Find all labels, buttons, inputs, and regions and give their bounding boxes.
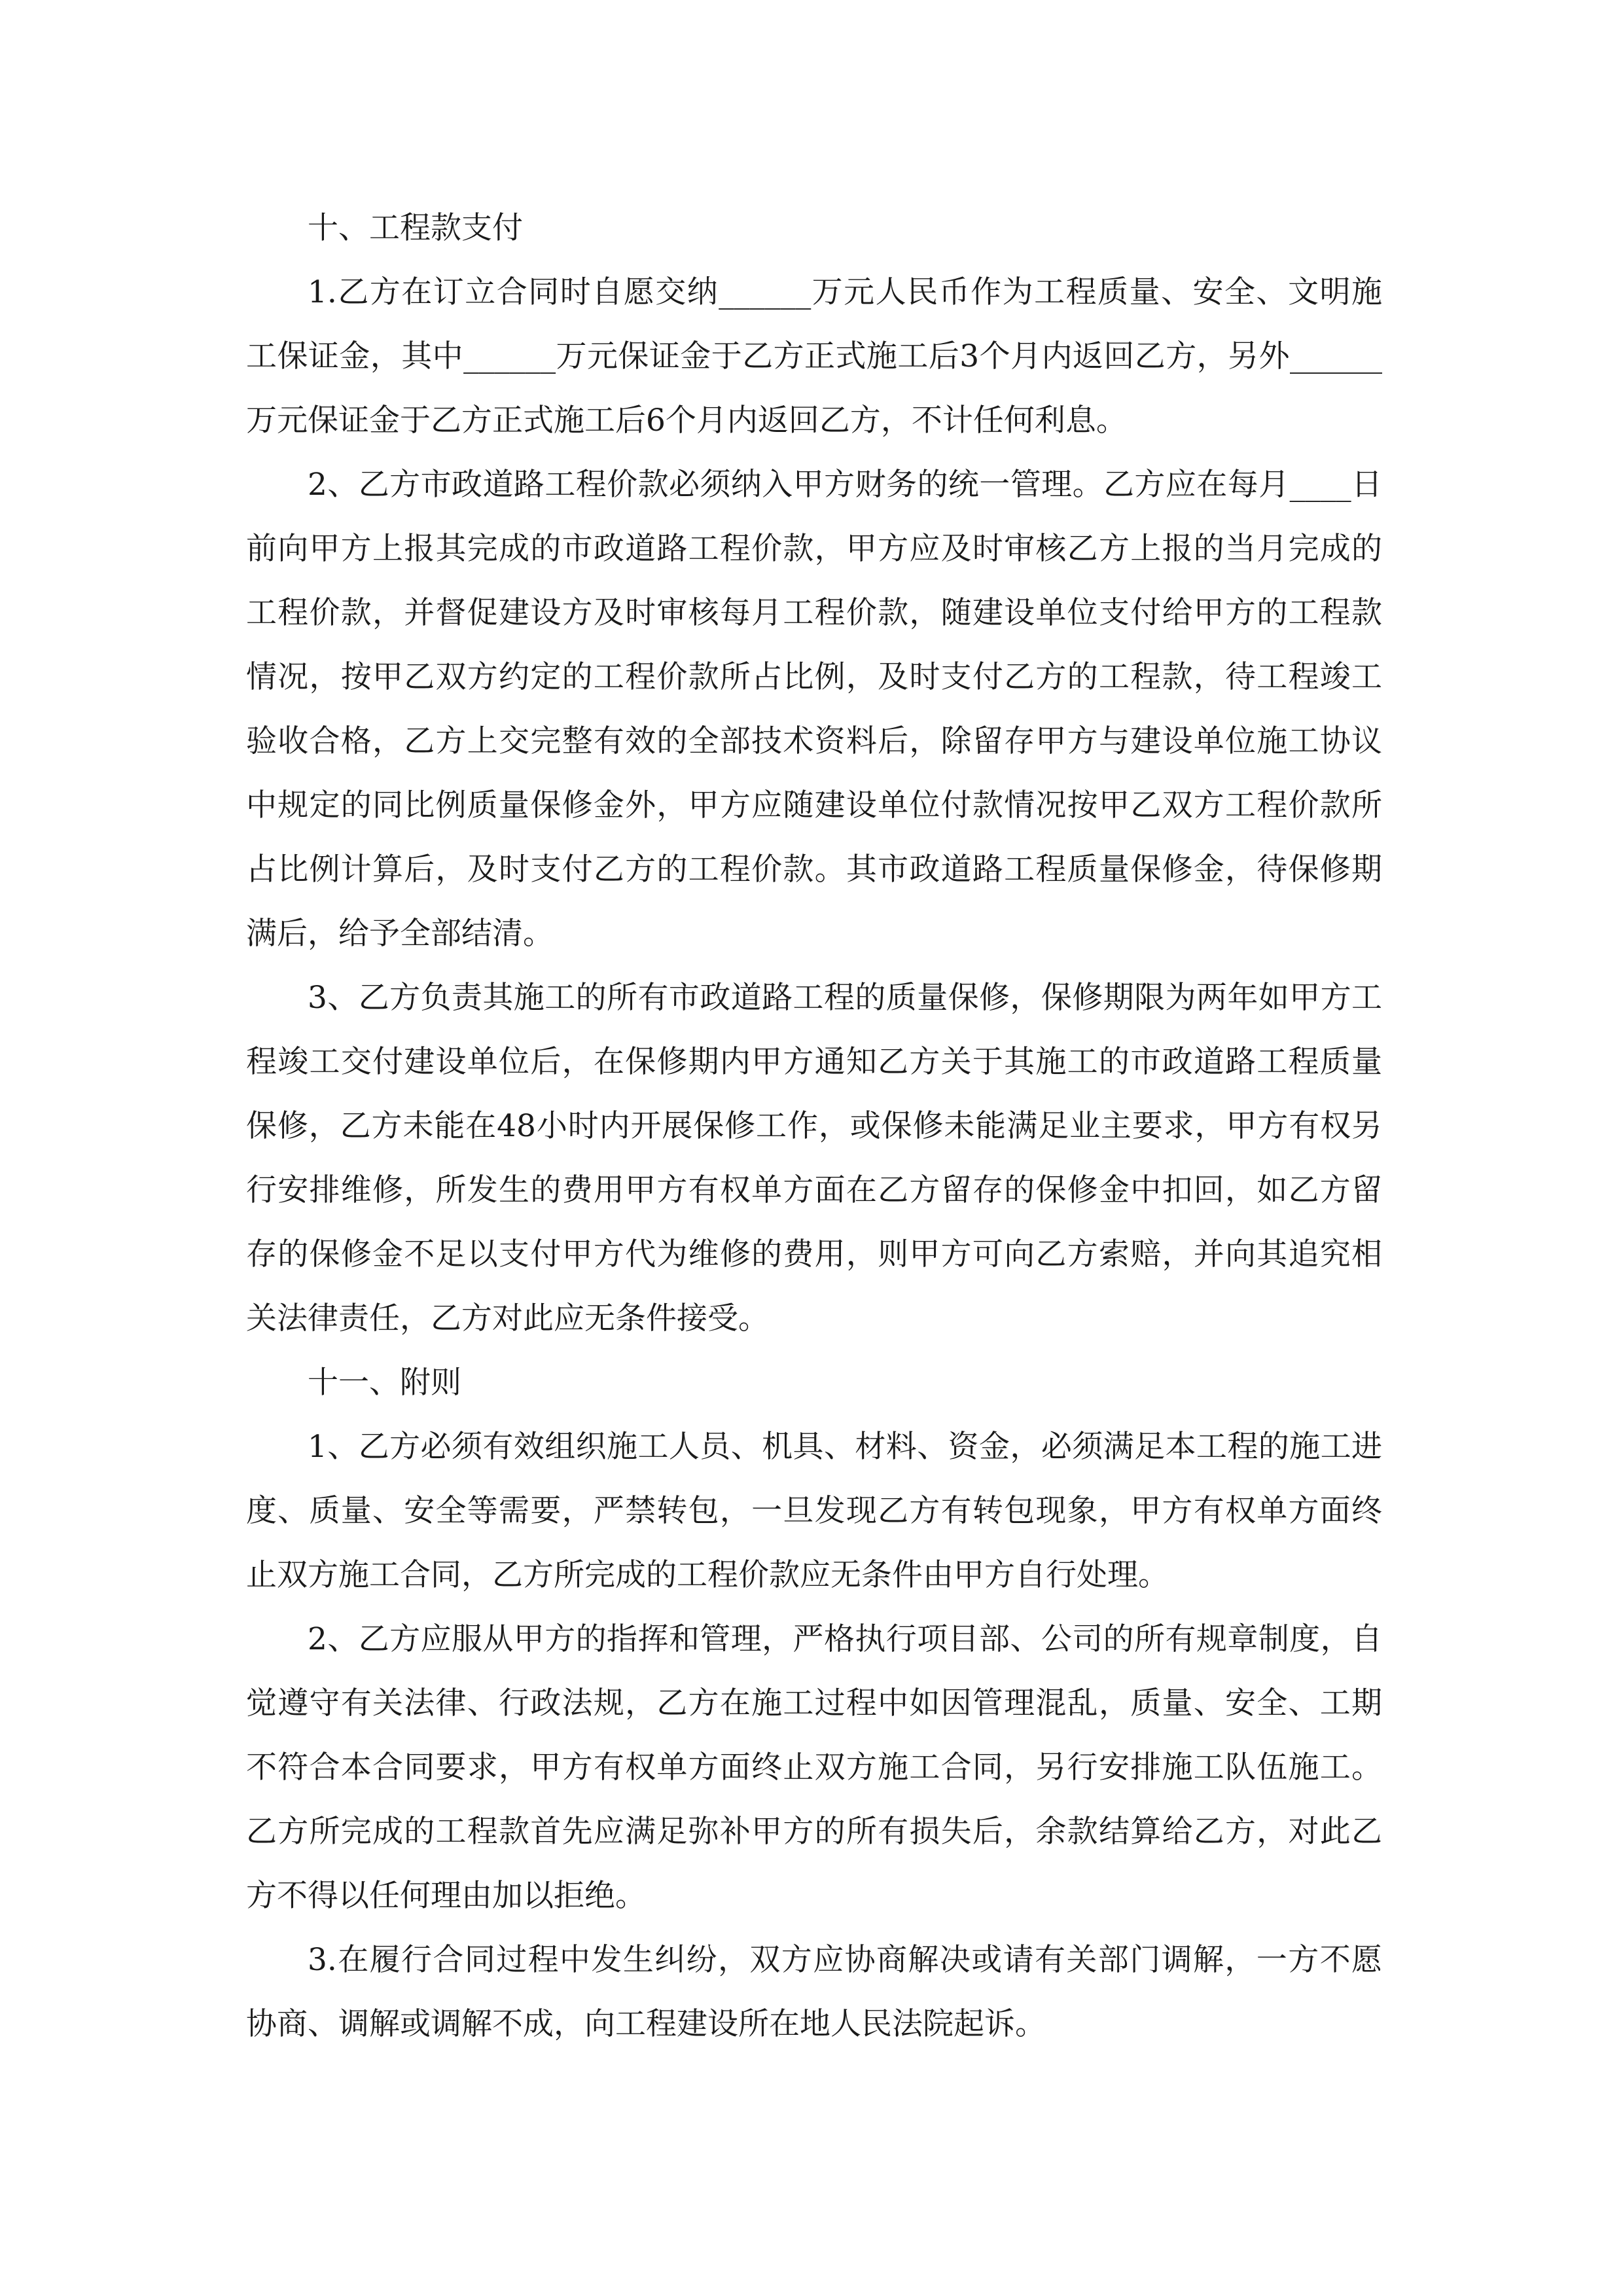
paragraph-payment-management: 2、乙方市政道路工程价款必须纳入甲方财务的统一管理。乙方应在每月____日前向甲方上报其完成的市政道路工程价款，甲方应及时审核乙方上报的当月完成的工程价款，并督促建设方及时审核每月工程价款，随建设单位支付给甲方的工程款情况，按甲乙双方约定的工程价款所占比例，及时支付乙方的工程款，待工程竣工验收合格，乙方上交完整有效的全部技术资料后，除留存甲方与建设单位施工协议中规定的同比例质量保修金外，甲方应随建设单位付款情况按甲乙双方工程价款所占比例计算后，及时支付乙方的工程价款。其市政道路工程质量保修金，待保修期满后，给予全部结清。 bbox=[246, 467, 1382, 952]
paragraph-deposit: 1.乙方在订立合同时自愿交纳______万元人民币作为工程质量、安全、文明施工保证金，其中______万元保证金于乙方正式施工后3个月内返回乙方，另外______万元保证金于乙方正式施工后6个月内返回乙方，不计任何利息。 bbox=[246, 274, 1382, 439]
section-heading-payment: 十、工程款支付 bbox=[308, 210, 523, 246]
document-page bbox=[246, 196, 1382, 2056]
section-heading-supplementary: 十一、附则 bbox=[308, 1365, 461, 1401]
paragraph-compliance: 2、乙方应服从甲方的指挥和管理，严格执行项目部、公司的所有规章制度，自觉遵守有关法律、行政法规，乙方在施工过程中如因管理混乱，质量、安全、工期不符合本合同要求，甲方有权单方面终止双方施工合同，另行安排施工队伍施工。乙方所完成的工程款首先应满足弥补甲方的所有损失后，余款结算给乙方，对此乙方不得以任何理由加以拒绝。 bbox=[246, 1621, 1382, 1914]
paragraph-warranty: 3、乙方负责其施工的所有市政道路工程的质量保修，保修期限为两年如甲方工程竣工交付建设单位后，在保修期内甲方通知乙方关于其施工的市政道路工程质量保修，乙方未能在48小时内开展保修工作，或保修未能满足业主要求，甲方有权另行安排维修，所发生的费用甲方有权单方面在乙方留存的保修金中扣回，如乙方留存的保修金不足以支付甲方代为维修的费用，则甲方可向乙方索赔，并向其追究相关法律责任，乙方对此应无条件接受。 bbox=[246, 980, 1382, 1336]
paragraph-dispute: 3.在履行合同过程中发生纠纷，双方应协商解决或请有关部门调解，一方不愿协商、调解或调解不成，向工程建设所在地人民法院起诉。 bbox=[246, 1942, 1382, 2042]
paragraph-subcontract-ban: 1、乙方必须有效组织施工人员、机具、材料、资金，必须满足本工程的施工进度、质量、安全等需要，严禁转包，一旦发现乙方有转包现象，甲方有权单方面终止双方施工合同，乙方所完成的工程价款应无条件由甲方自行处理。 bbox=[246, 1429, 1382, 1593]
